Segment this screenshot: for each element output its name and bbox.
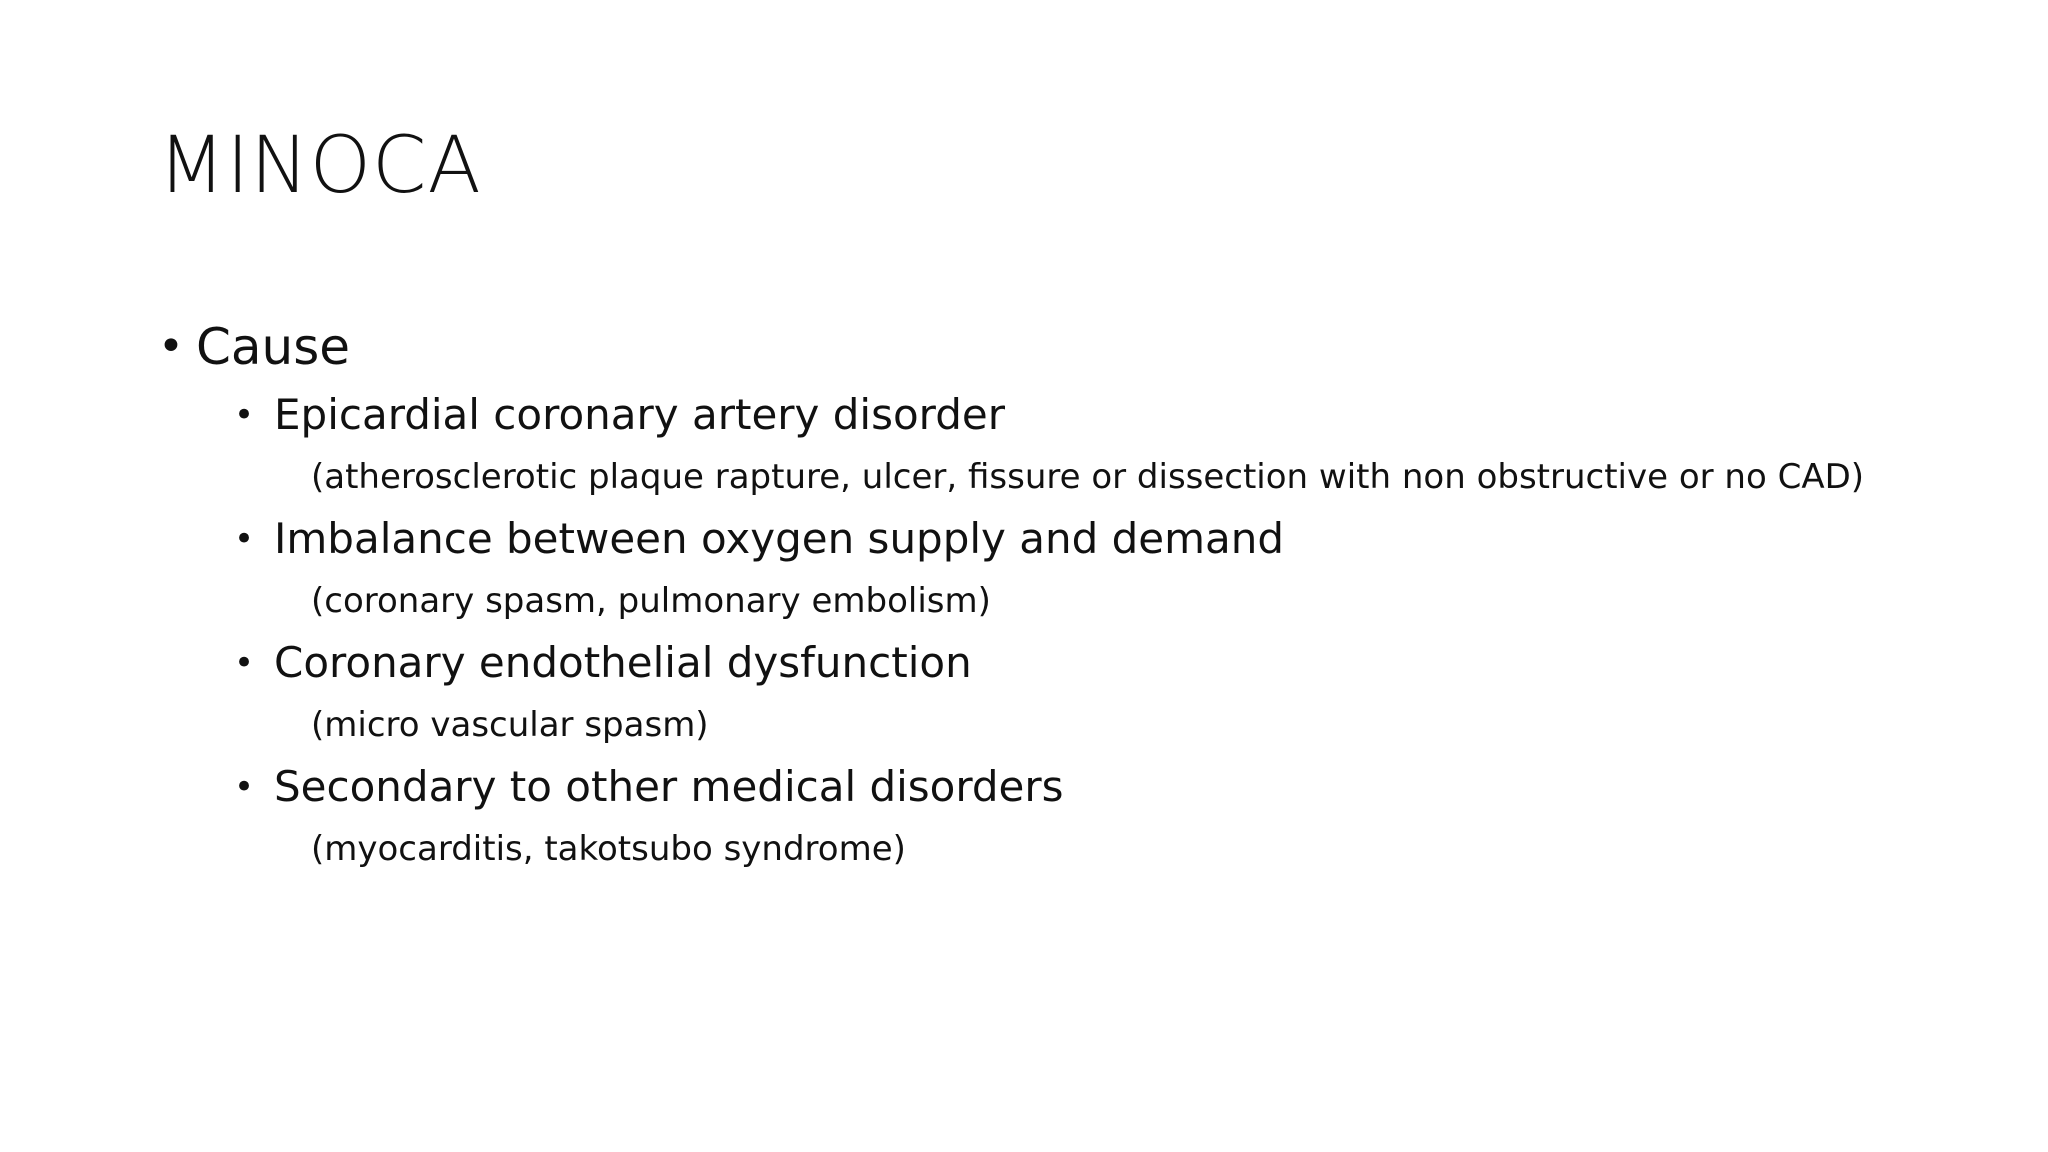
bullet-icon: • xyxy=(234,519,255,559)
slide-title: MINOCA xyxy=(158,121,482,211)
sub-bullet-item xyxy=(158,632,1864,694)
sub-bullet-note: (micro vascular spasm) xyxy=(311,705,709,745)
sub-bullet-note: (coronary spasm, pulmonary embolism) xyxy=(311,581,991,621)
bullet-icon: • xyxy=(234,395,255,435)
bullet-icon: • xyxy=(234,767,255,807)
sub-bullet-note: (atherosclerotic plaque rapture, ulcer, fissure or dissection with non obstructive or no CAD) xyxy=(311,457,1865,497)
sub-bullet-label: Secondary to other medical disorders xyxy=(274,762,1064,811)
sub-bullet-label: Coronary endothelial dysfunction xyxy=(274,638,972,687)
sub-bullet-item xyxy=(158,384,1864,446)
bullet-icon: • xyxy=(234,643,255,683)
sub-bullet-item xyxy=(158,508,1864,570)
bullet-list xyxy=(158,310,1864,880)
bullet-label: Cause xyxy=(196,318,351,376)
bullet-icon: • xyxy=(158,321,184,372)
sub-bullet-label: Epicardial coronary artery disorder xyxy=(274,390,1005,439)
bullet-item-cause xyxy=(158,310,1864,384)
sub-bullet-label: Imbalance between oxygen supply and demand xyxy=(274,514,1285,563)
sub-bullet-item xyxy=(158,756,1864,818)
sub-bullet-note: (myocarditis, takotsubo syndrome) xyxy=(311,829,906,869)
